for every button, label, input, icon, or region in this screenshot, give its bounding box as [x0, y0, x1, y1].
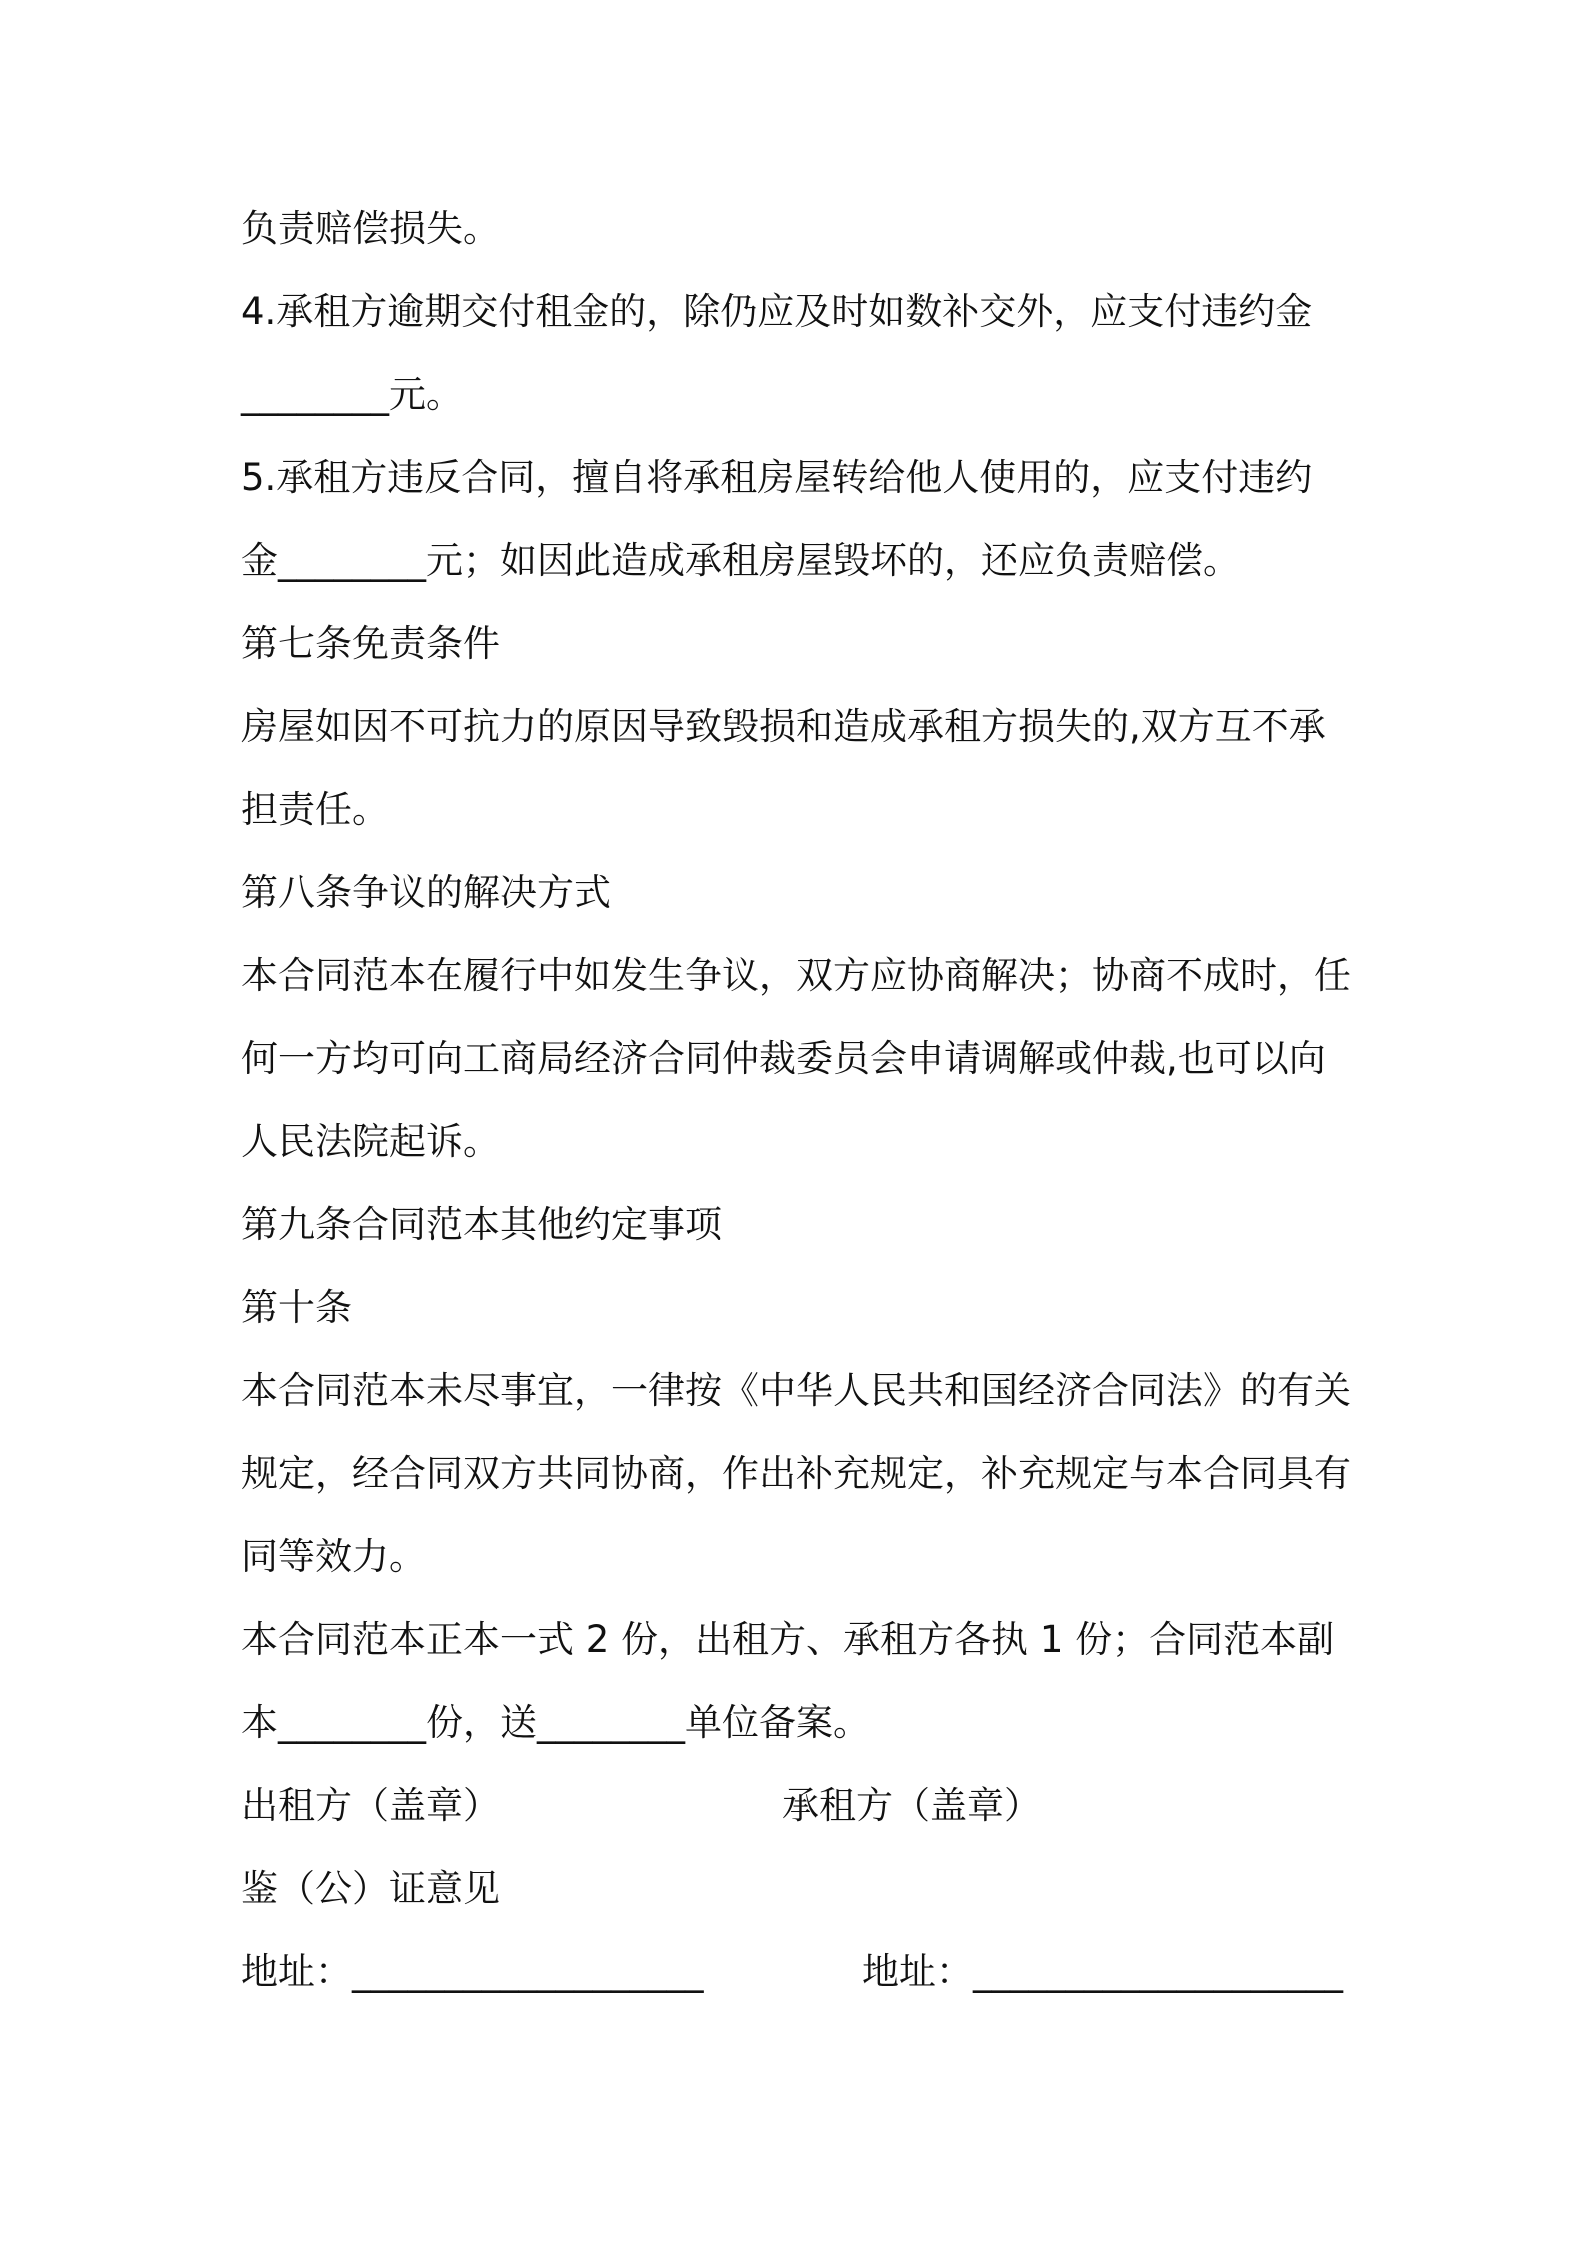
- text-line: 负责赔偿损失。: [241, 207, 500, 250]
- lessee-seal-label: 承租方（盖章）: [782, 1784, 1041, 1827]
- text-line: 5.承租方违反合同，擅自将承租房屋转给他人使用的，应支付违约: [241, 456, 1313, 499]
- text-line: 本合同范本未尽事宜，一律按《中华人民共和国经济合同法》的有关: [241, 1369, 1351, 1412]
- address-left: 地址：___________________: [241, 1950, 704, 1993]
- text-line: 同等效力。: [241, 1535, 426, 1578]
- section-heading: 第七条免责条件: [241, 622, 500, 665]
- address-right: 地址：____________________: [862, 1950, 1343, 1993]
- text-line: 本合同范本正本一式 2 份，出租方、承租方各执 1 份；合同范本副: [241, 1618, 1335, 1661]
- text-line: 规定，经合同双方共同协商，作出补充规定，补充规定与本合同具有: [241, 1452, 1351, 1495]
- section-heading: 第八条争议的解决方式: [241, 871, 611, 914]
- text-line: 4.承租方逾期交付租金的，除仍应及时如数补交外，应支付违约金: [241, 290, 1313, 333]
- section-heading: 第十条: [241, 1286, 352, 1329]
- lessor-seal-label: 出租方（盖章）: [241, 1784, 500, 1827]
- text-line: 本________份，送________单位备案。: [241, 1701, 870, 1744]
- section-heading: 第九条合同范本其他约定事项: [241, 1203, 722, 1246]
- text-line: 何一方均可向工商局经济合同仲裁委员会申请调解或仲裁,也可以向: [241, 1037, 1326, 1080]
- text-line: 房屋如因不可抗力的原因导致毁损和造成承租方损失的,双方互不承: [241, 705, 1326, 748]
- text-line: 人民法院起诉。: [241, 1120, 500, 1163]
- text-line: 本合同范本在履行中如发生争议，双方应协商解决；协商不成时，任: [241, 954, 1351, 997]
- text-line: 担责任。: [241, 788, 389, 831]
- text-line: 金________元；如因此造成承租房屋毁坏的，还应负责赔偿。: [241, 539, 1240, 582]
- notary-opinion-label: 鉴（公）证意见: [241, 1867, 500, 1910]
- text-line: ________元。: [241, 373, 463, 416]
